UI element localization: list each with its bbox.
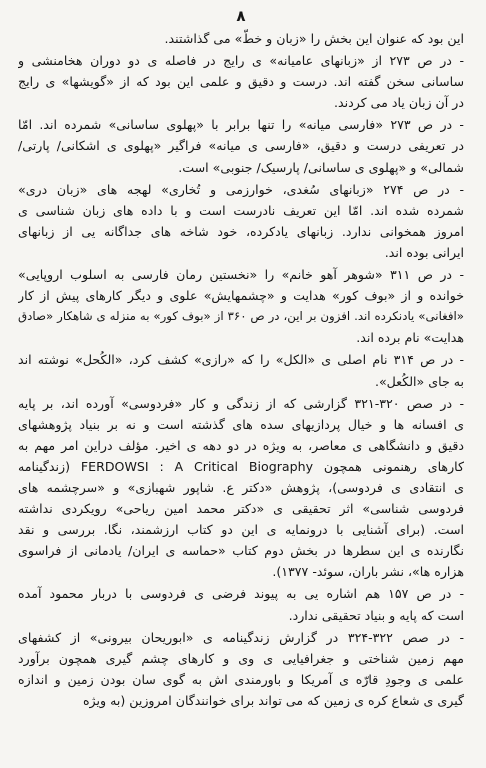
- paragraph: [18, 28, 464, 49]
- paragraph: [18, 349, 464, 391]
- text-line: - در صص ۳۲۰-۳۲۱ گزارشی که از زندگی و کار «فردوسی» آورده اند، بر پایه: [18, 395, 464, 411]
- text-line: مهم زمین شناختی و جغرافیایی ی وی و کارهای چشم گیری همچون برآورد: [18, 650, 464, 666]
- page-number: ۸: [236, 7, 246, 25]
- text-line: ی افسانه ها و خیال پردازیهای سده های گذشته است و نه بر بنیاد پژوهشهای: [18, 416, 464, 432]
- text-line: امروز همخوانی ندارد. زبانهای یادکرده، خود شاخه های جداگانه یی از زبانهای: [18, 223, 464, 239]
- text-line: ی انتقادی ی فردوسی)، پژوهش «دکتر ع. شاپور شهبازی» و «سرچشمه های: [18, 479, 464, 495]
- paragraph: [18, 179, 464, 263]
- text-line: کارهای رهنمونی همچون FERDOWSI : A Critical Biography (زندگینامه: [18, 458, 464, 474]
- text-line: هدایت» نام برده اند.: [356, 330, 464, 346]
- text-line: علمی ی وجودِ قارّه ی آمریکا و باورمندی اش به گوی سان بودن زمین و اندازه: [18, 671, 464, 687]
- paragraph: [18, 583, 464, 625]
- text-line: - در ص ۳۱۴ نام اصلی ی «الکل» را که «رازی» کشف کرد، «الکُحل» نوشته اند: [18, 352, 464, 368]
- paragraph: [18, 50, 464, 113]
- text-line: شمرده شده اند. امّا این تعریف نادرست است و با داده های زبان شناسی ی: [18, 202, 464, 218]
- text-line: - در ص ۲۷۴ «زبانهای سُغدی، خوارزمی و تُخاری» لهجه های «زبان دری»: [18, 181, 464, 197]
- text-line: فردوسی شناسی» اثر تحقیقی ی «دکتر محمد امین ریاحی» رویکردی نداشته: [18, 501, 464, 517]
- text-line: ساسانی سخن گفته اند. درست و دقیق و علمی این بود که از «گویشها» ی رایج: [18, 74, 464, 90]
- text-line: شمالی» و «پهلوی ی ساسانی/ پارسیک/ جنوبی» است.: [178, 159, 464, 175]
- text-line: است که پایه و بنیاد تحقیقی ندارد.: [288, 607, 464, 623]
- text-line: این بود که عنوان این بخش را «زبان و خطّ» می گذاشتند.: [164, 31, 464, 46]
- text-line: «افغانی» یادنکرده اند. افزون بر این، در ص ۳۶۰ از «بوف کور» به منزله ی شاهکار «صادق: [18, 309, 464, 324]
- text-line: - در ص ۲۷۳ از «زبانهای عامیانه» ی رایج در فاصله ی دو دوران هخامنشی و: [18, 53, 464, 69]
- text-line: - در ص ۱۵۷ هم اشاره یی به پیوند فرضی ی فردوسی با دربار محمود آمده: [18, 586, 464, 602]
- paragraph: [18, 264, 464, 348]
- paragraph: [18, 114, 464, 177]
- text-line: خوانده و از «بوف کور» هدایت و «چشمهایش» علوی و دیگر کارهای پیش از کار: [18, 288, 464, 304]
- text-line: - در صص ۳۲۲-۳۲۴ در گزارش زندگینامه ی «ابوریحان بیرونی» از کشفهای: [18, 629, 464, 645]
- text-line: - در ص ۳۱۱ «شوهر آهو خانم» را «نخستین رمان فارسی به اسلوب اروپایی»: [18, 267, 464, 283]
- text-line: گیری ی شعاع کره ی زمین که می تواند برای خوانندگان امروزین (به ویژه: [82, 692, 464, 708]
- text-line: در تعریفی درست و دقیق، «فارسی ی میانه» فراگیر «پهلوی ی اشکانی/ پارتی/: [18, 138, 464, 154]
- paragraph: [18, 393, 464, 583]
- paragraph: [18, 627, 464, 711]
- text-line: است. (برای آشنایی با درونمایه ی این دو کتاب ارزشمند، نگا. بررسی و نقد: [18, 522, 464, 538]
- text-line: ایرانی بوده اند.: [384, 244, 464, 260]
- text-line: در آن زبان یاد می کردند.: [334, 95, 464, 111]
- text-line: به جای «الکُعل».: [374, 373, 464, 389]
- text-line: دقیق و دانشگاهی ی معاصر، به ویژه در دو دهه ی اخیر. مؤلف دراین امر مهم به: [18, 437, 464, 453]
- text-line: هزاره ها»، نشر باران، سوئد- ۱۳۷۷).: [272, 564, 464, 580]
- text-line: نگارنده ی این سطرها در بخش دوم کتاب «حماسه ی ایران/ یادمانی از فراسوی: [18, 543, 464, 559]
- text-line: - در ص ۲۷۳ «فارسی میانه» را تنها برابر با «پهلوی ساسانی» شمرده اند. امّا: [18, 117, 464, 133]
- body-text: [18, 28, 464, 711]
